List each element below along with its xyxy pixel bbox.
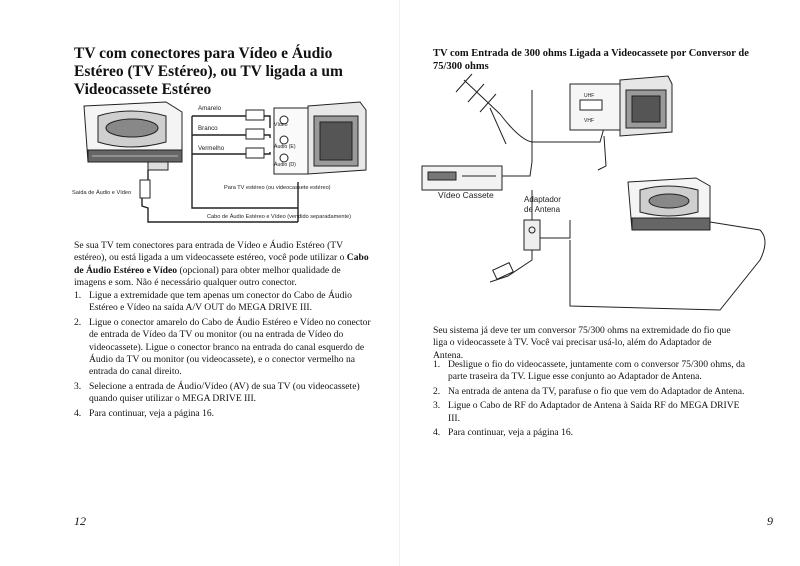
vcr-illustration bbox=[422, 90, 532, 190]
step-number: 2. bbox=[74, 316, 82, 328]
left-intro-paragraph bbox=[74, 240, 374, 290]
label-vermelho: Vermelho bbox=[198, 145, 225, 152]
step-number: 4. bbox=[74, 407, 82, 419]
step-text: Na entrada de antena da TV, parafuse o fio que vem do Adaptador de Antena. bbox=[448, 385, 745, 397]
label-branco: Branco bbox=[198, 125, 218, 132]
step-number: 4. bbox=[433, 427, 441, 439]
step-number: 1. bbox=[433, 359, 441, 370]
left-intro-text-a: Se sua TV tem conectores para entrada de Vídeo e Áudio Estéreo (TV estéreo), ou está ligada a um videocassete estéreo, você pode utilizar o bbox=[74, 240, 345, 264]
label-video: Vídeo bbox=[274, 122, 288, 128]
step-number: 2. bbox=[433, 385, 441, 397]
label-adaptador: Adaptador bbox=[524, 195, 561, 204]
step-number: 1. bbox=[74, 290, 82, 301]
left-steps-list bbox=[74, 290, 379, 422]
label-video-cassete: Vídeo Cassete bbox=[438, 190, 494, 200]
label-audio-d: Áudio (D) bbox=[274, 162, 296, 168]
left-intro-bold: Cabo de Áudio Estéreo e Vídeo bbox=[74, 252, 369, 276]
step-text: Ligue o conector amarelo do Cabo de Áudio Estéreo e Vídeo no conector de entrada de Vídeo da TV ou monitor (ou na entrada de Vídeo do videocassete). Ligue o conector branco na entrada do canal esquerdo de Áudio da TV ou monitor (ou videocassete), e o conector vermelho na entrada do canal direito. bbox=[89, 316, 371, 378]
label-uhf: UHF bbox=[584, 93, 595, 99]
list-item bbox=[433, 359, 753, 384]
step-number: 3. bbox=[433, 400, 441, 412]
step-text: Ligue a extremidade que tem apenas um conector do Cabo de Áudio Estéreo e Vídeo na saída A/V OUT do MEGA DRIVE III. bbox=[89, 290, 352, 314]
rca-connectors bbox=[246, 110, 264, 158]
list-item bbox=[74, 290, 379, 315]
left-page-number: 12 bbox=[74, 514, 86, 528]
tv-illustration bbox=[570, 76, 672, 170]
step-text: Para continuar, veja a página 16. bbox=[89, 407, 215, 419]
console-illustration bbox=[84, 102, 182, 170]
list-item bbox=[433, 400, 753, 425]
label-audio-e: Áudio (E) bbox=[274, 144, 296, 150]
label-cabo-audio-video: Cabo de Áudio Estéreo e Vídeo (vendido separadamente) bbox=[207, 214, 351, 220]
list-item bbox=[74, 317, 379, 379]
console-illustration bbox=[570, 178, 765, 310]
label-para-tv-estereo: Para TV estéreo (ou videocassete estéreo) bbox=[224, 185, 331, 191]
step-text: Desligue o fio do videocassete, juntamente com o conversor 75/300 ohms, da parte traseira da TV. Ligue esse conjunto ao Adaptador de Antena. bbox=[448, 359, 746, 383]
step-text: Para continuar, veja a página 16. bbox=[448, 427, 574, 439]
list-item bbox=[74, 408, 379, 420]
list-item bbox=[74, 381, 379, 406]
right-page-title: TV com Entrada de 300 ohms Ligada a Videocassete por Conversor de 75/300 ohms bbox=[433, 48, 749, 72]
left-page-title: TV com conectores para Vídeo e Áudio Estéreo (TV Estéreo), ou TV ligada a um Videocassete Estéreo bbox=[74, 45, 343, 98]
label-vhf: VHF bbox=[584, 118, 594, 124]
label-de-antena: de Antena bbox=[524, 205, 561, 214]
step-number: 3. bbox=[74, 380, 82, 392]
step-text: Ligue o Cabo de RF do Adaptador de Antena à Saída RF do MEGA DRIVE III. bbox=[448, 400, 740, 424]
list-item bbox=[433, 386, 753, 398]
antenna-adapter-connection-diagram bbox=[420, 70, 790, 320]
list-item bbox=[433, 427, 753, 439]
right-intro-paragraph: Seu sistema já deve ter um conversor 75/300 ohms na extremidade do fio que liga o videocassete à TV. Você vai precisar usá-lo, além do Adaptador de Antena. bbox=[433, 325, 731, 361]
right-page-number: 9 bbox=[767, 514, 773, 528]
left-intro-text-b: (opcional) para obter melhor qualidade de imagens e som. Não é necessário qualquer outro conector. bbox=[74, 264, 341, 289]
right-page bbox=[400, 0, 800, 566]
step-text: Selecione a entrada de Áudio/Vídeo (AV) de sua TV (ou videocassete) quando quiser utilizar o MEGA DRIVE III. bbox=[89, 380, 360, 405]
label-saida-audio-video: Saída de Áudio e Vídeo bbox=[72, 190, 132, 196]
stereo-av-connection-diagram bbox=[70, 88, 370, 228]
label-amarelo: Amarelo bbox=[198, 105, 222, 112]
right-steps-list bbox=[433, 359, 753, 441]
